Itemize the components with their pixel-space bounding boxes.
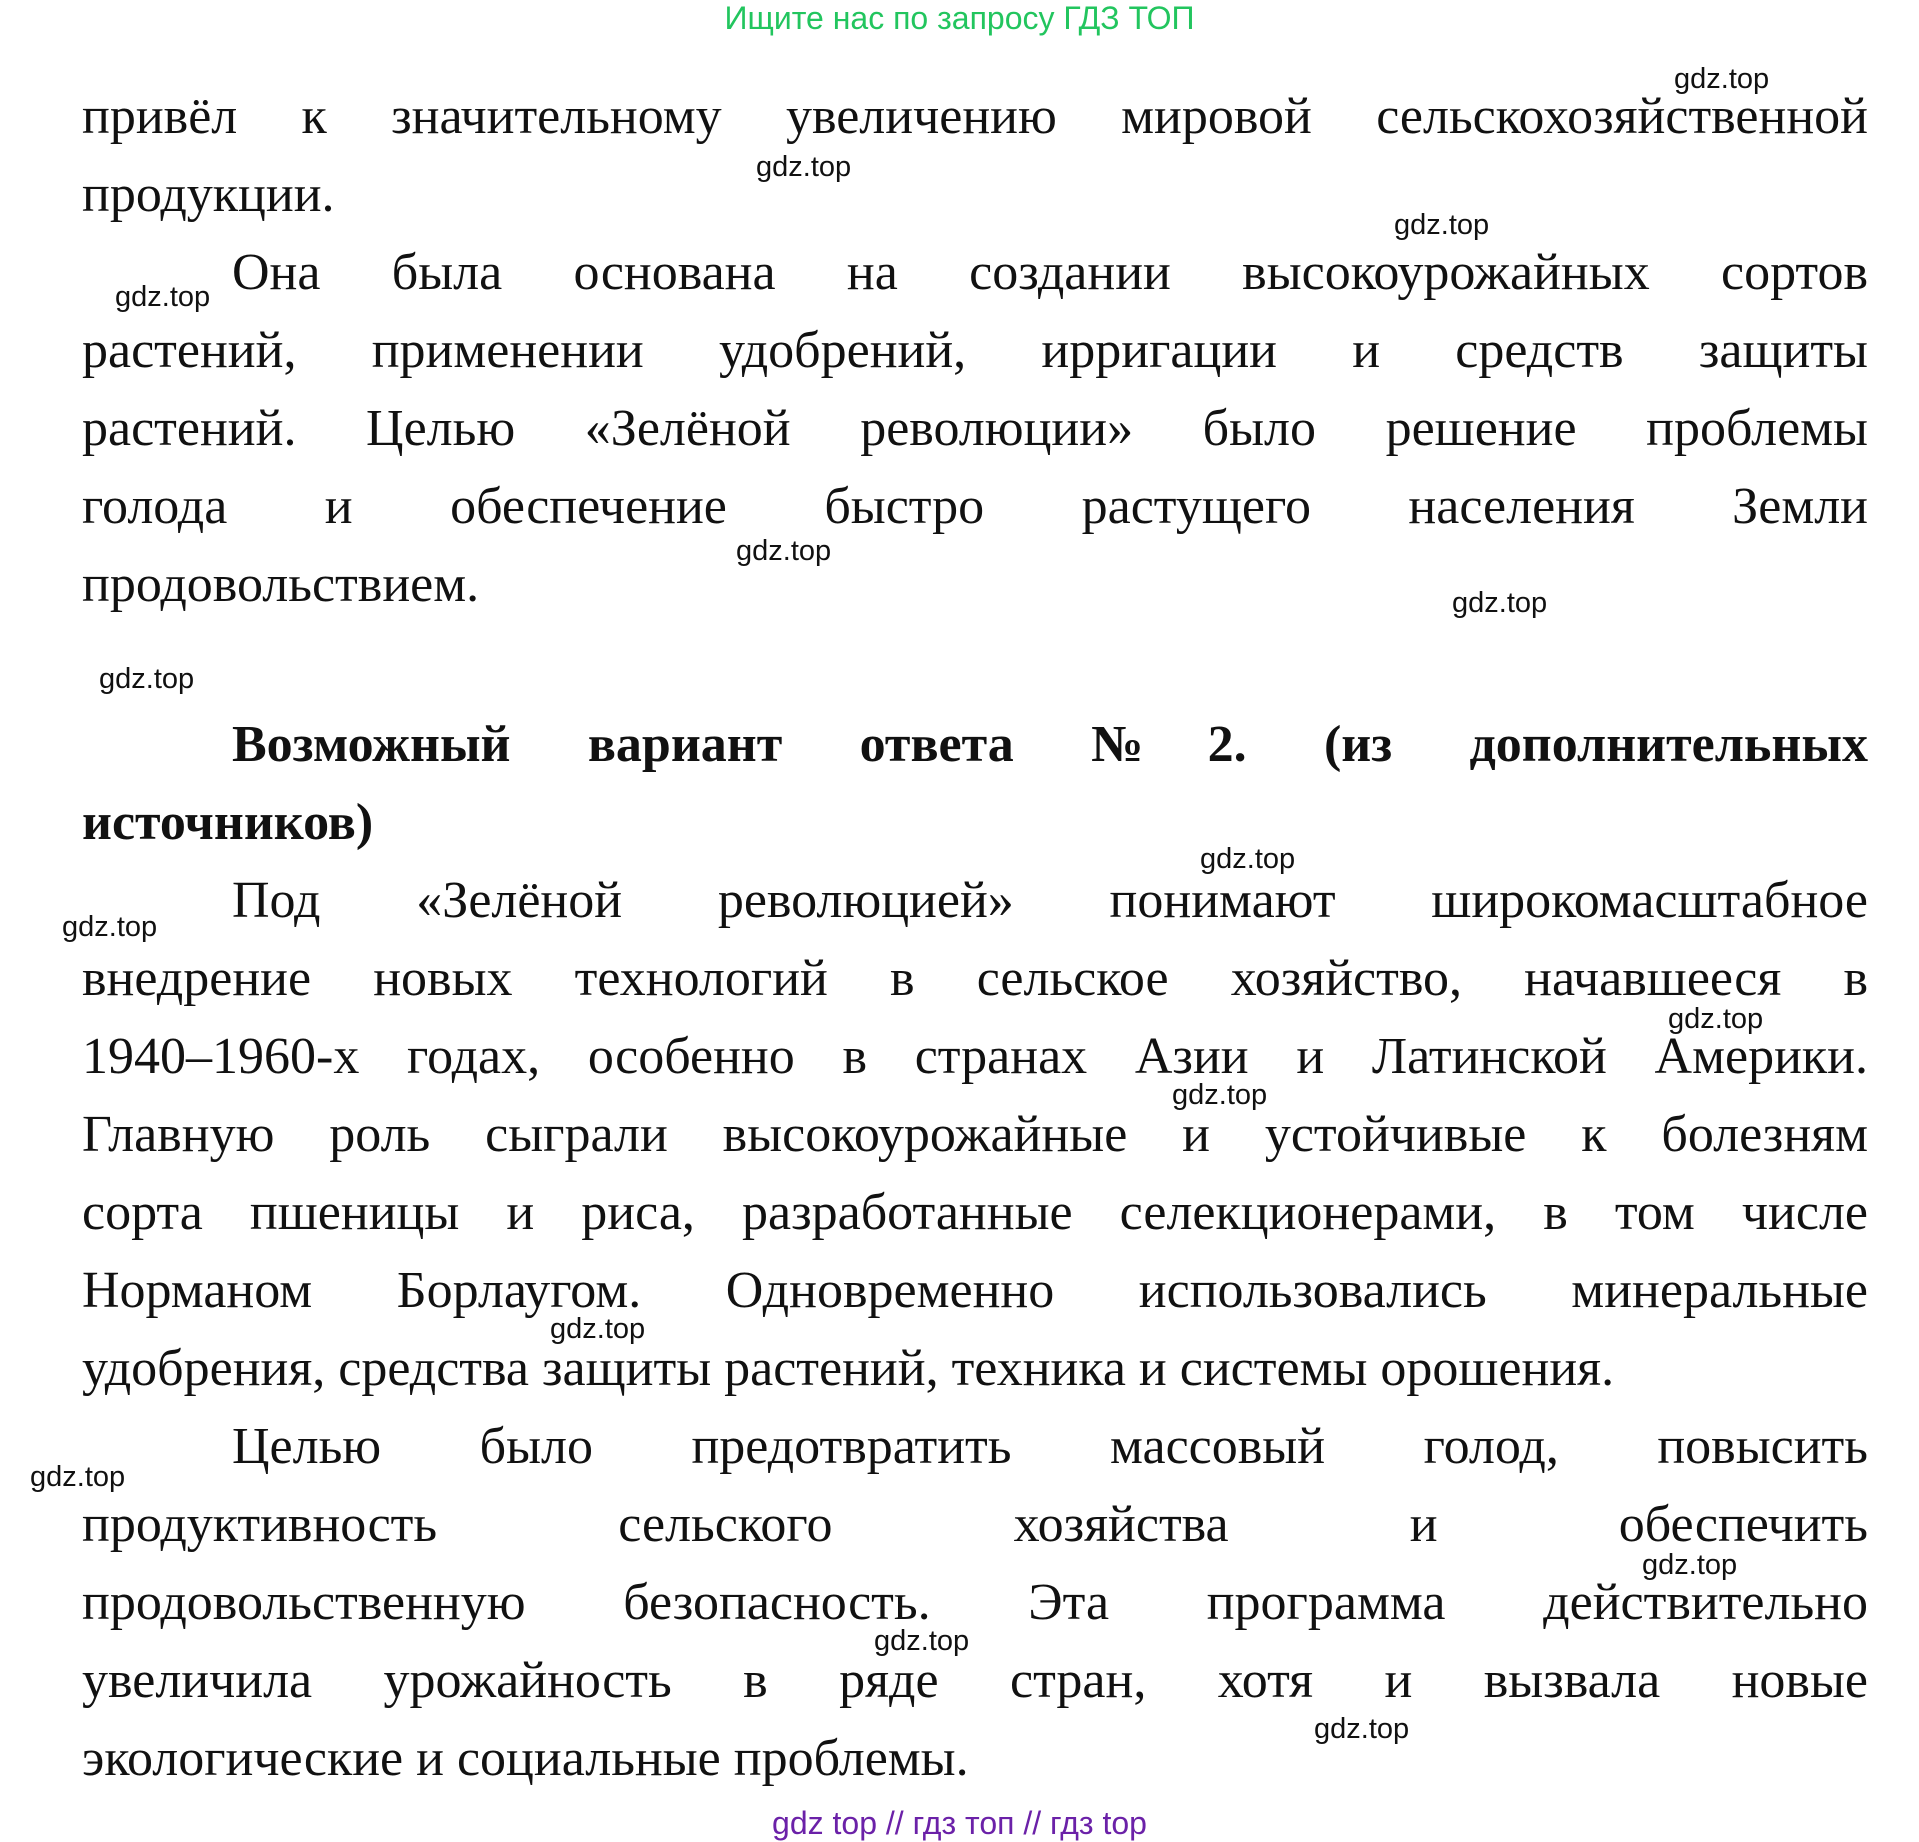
text-line: Она была основана на создании высокоурожайных сортов (232, 244, 1868, 301)
section-heading-continuation: источников) (82, 794, 374, 851)
watermark: gdz.top (1394, 209, 1490, 241)
text-line: голода и обеспечение быстро растущего населения Земли (82, 478, 1868, 535)
watermark: gdz.top (1200, 843, 1296, 875)
text-line: Норманом Борлаугом. Одновременно использовались минеральные (82, 1262, 1868, 1319)
text-line: растений. Целью «Зелёной революции» было решение проблемы (82, 400, 1868, 457)
text-line: продукции. (82, 166, 335, 223)
watermark: gdz.top (30, 1461, 126, 1493)
watermark: gdz.top (62, 911, 158, 943)
text-line: 1940–1960-х годах, особенно в странах Азии и Латинской Америки. (82, 1028, 1868, 1085)
top-banner: Ищите нас по запросу ГДЗ ТОП (724, 0, 1195, 36)
watermark: gdz.top (1642, 1549, 1738, 1581)
text-line: продовольственную безопасность. Эта программа действительно (82, 1574, 1868, 1631)
watermark: gdz.top (1674, 63, 1770, 95)
footer: gdz top // гдз топ // гдз top (772, 1805, 1147, 1841)
watermark: gdz.top (99, 663, 195, 695)
watermark: gdz.top (736, 535, 832, 567)
watermark: gdz.top (115, 281, 211, 313)
text-line: привёл к значительному увеличению мировой сельскохозяйственной (82, 88, 1868, 145)
watermark: gdz.top (550, 1313, 646, 1345)
text-line: увеличила урожайность в ряде стран, хотя и вызвала новые (82, 1652, 1868, 1709)
text-line: Целью было предотвратить массовый голод, повысить (232, 1418, 1868, 1475)
watermark: gdz.top (1314, 1713, 1410, 1745)
text-line: Главную роль сыграли высокоурожайные и устойчивые к болезням (82, 1106, 1868, 1163)
text-line: Под «Зелёной революцией» понимают широкомасштабное (232, 872, 1868, 929)
text-line: продуктивность сельского хозяйства и обеспечить (82, 1496, 1868, 1553)
text-line: растений, применении удобрений, ирригации и средств защиты (82, 322, 1868, 379)
watermark: gdz.top (874, 1625, 970, 1657)
watermark: gdz.top (1668, 1003, 1764, 1035)
text-line: удобрения, средства защиты растений, техника и системы орошения. (82, 1340, 1615, 1397)
text-line: внедрение новых технологий в сельское хозяйство, начавшееся в (82, 950, 1868, 1007)
watermark: gdz.top (756, 151, 852, 183)
text-line: продовольствием. (82, 556, 480, 613)
text-line: экологические и социальные проблемы. (82, 1730, 969, 1787)
watermark: gdz.top (1452, 587, 1548, 619)
section-heading: Возможный вариант ответа №2. (из дополнительных (232, 716, 1868, 773)
watermark: gdz.top (1172, 1079, 1268, 1111)
text-line: сорта пшеницы и риса, разработанные селекционерами, в том числе (82, 1184, 1868, 1241)
